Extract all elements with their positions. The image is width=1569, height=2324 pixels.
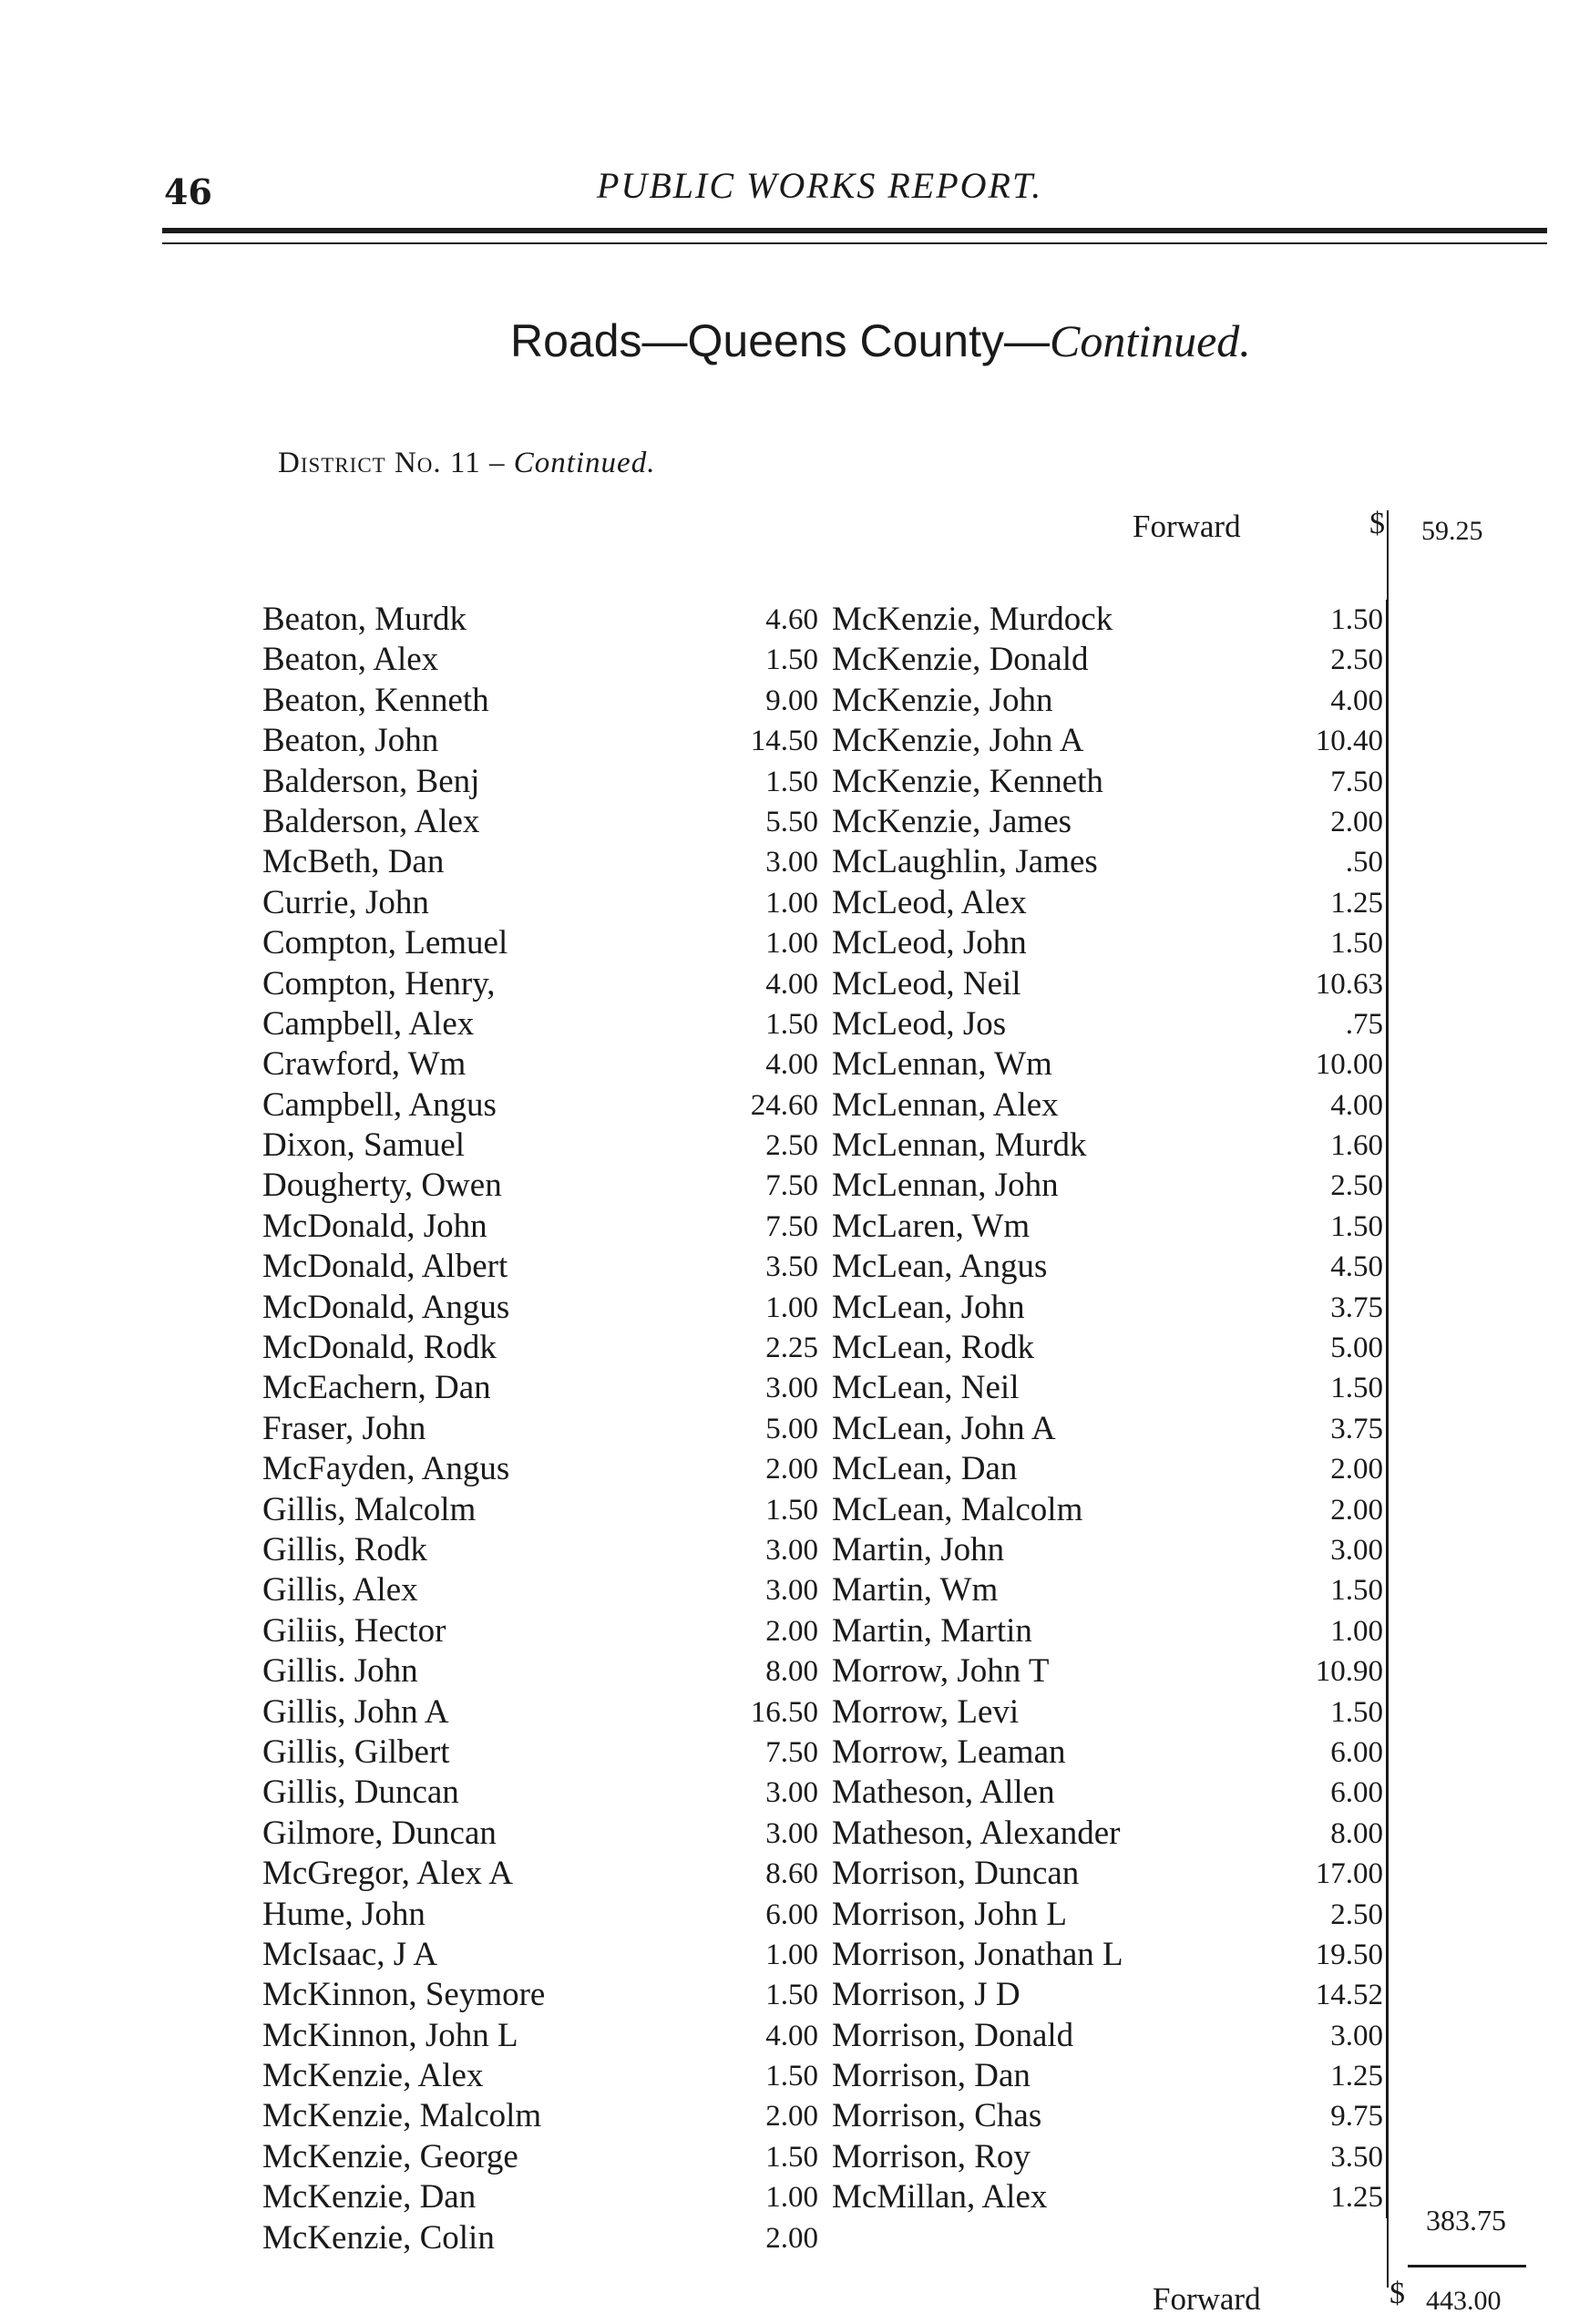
ledger-amount: .50	[1345, 846, 1383, 879]
ledger-name: Currie, John	[262, 883, 429, 921]
ledger-row	[832, 1773, 1388, 1813]
ledger-row	[832, 2056, 1388, 2096]
ledger-row	[262, 802, 918, 842]
ledger-amount: 1.50	[765, 1979, 818, 2012]
ledger-row	[262, 1044, 918, 1085]
ledger-amount: 14.50	[750, 725, 818, 758]
ledger-amount: 1.50	[1330, 1372, 1383, 1405]
ledger-name: McKinnon, John L	[262, 2016, 518, 2054]
ledger-name: Crawford, Wm	[262, 1045, 467, 1084]
ledger-row	[262, 1935, 918, 1975]
forward-bottom-dollar-sign: $	[1390, 2277, 1405, 2310]
ledger-name: McDonald, Albert	[262, 1248, 508, 1286]
ledger-amount: 3.00	[765, 1533, 818, 1567]
ledger-row	[262, 1126, 918, 1166]
ledger-name: McLeod, Neil	[832, 964, 1021, 1003]
ledger-name: McKenzie, Dan	[262, 2178, 477, 2216]
ledger-amount: 3.50	[765, 1250, 818, 1284]
ledger-amount: 2.00	[765, 2221, 818, 2255]
ledger-name: Martin, Wm	[832, 1571, 999, 1609]
district-label: District No.	[278, 447, 442, 479]
section-title-main: Roads—Queens County—	[510, 315, 1050, 366]
ledger-name: Morrison, Donald	[832, 2016, 1074, 2054]
ledger-row	[262, 1368, 918, 1408]
ledger-amount: 2.50	[1330, 643, 1383, 677]
ledger-row	[262, 1814, 918, 1854]
ledger-amount: 10.90	[1315, 1655, 1383, 1689]
ledger-name: Morrow, John T	[832, 1652, 1050, 1691]
ledger-name: Hume, John	[262, 1895, 426, 1933]
ledger-amount: 3.00	[765, 1816, 818, 1850]
ledger-name: McLean, Malcolm	[832, 1490, 1083, 1528]
ledger-row	[832, 1570, 1388, 1610]
ledger-name: McLean, John	[832, 1288, 1025, 1326]
ledger-row	[262, 600, 918, 640]
ledger-row	[832, 1611, 1388, 1651]
forward-top-label: Forward	[1133, 509, 1241, 544]
ledger-amount: 4.00	[1330, 1088, 1383, 1122]
forward-bottom-amount: 443.00	[1426, 2286, 1502, 2316]
ledger-name: McKenzie, John A	[832, 722, 1084, 760]
ledger-name: Matheson, Alexander	[832, 1814, 1121, 1852]
ledger-amount: 4.00	[765, 2019, 818, 2052]
ledger-row	[832, 923, 1388, 963]
section-title-continued: Continued.	[1049, 315, 1251, 366]
ledger-name: McLeod, Alex	[832, 883, 1027, 921]
ledger-amount: 1.50	[765, 2060, 818, 2093]
ledger-amount: 8.00	[765, 1655, 818, 1689]
ledger-amount: 7.50	[765, 1735, 818, 1769]
ledger-name: Balderson, Benj	[262, 762, 480, 800]
ledger-name: Fraser, John	[262, 1409, 426, 1447]
ledger-amount: 10.63	[1315, 967, 1383, 1001]
ledger-name: McBeth, Dan	[262, 843, 445, 881]
ledger-amount: 1.00	[765, 927, 818, 961]
ledger-amount: 3.00	[765, 1372, 818, 1405]
ledger-row	[832, 1651, 1388, 1692]
ledger-row	[832, 1733, 1388, 1773]
ledger-name: Gillis, Malcolm	[262, 1490, 477, 1528]
ledger-row	[262, 762, 918, 802]
ledger-row	[262, 681, 918, 721]
forward-top-dollar-sign: $	[1369, 507, 1385, 540]
ledger-name: McKenzie, Colin	[262, 2218, 495, 2257]
ledger-amount: 1.60	[1330, 1129, 1383, 1163]
ledger-amount: 1.00	[765, 1938, 818, 1971]
section-title	[510, 314, 1251, 367]
ledger-amount: 7.50	[765, 1169, 818, 1203]
ledger-amount: 1.00	[1330, 1614, 1383, 1648]
ledger-name: McLennan, Alex	[832, 1085, 1059, 1124]
subtotal-amount: 383.75	[1426, 2204, 1506, 2237]
ledger-amount: 6.00	[765, 1897, 818, 1931]
ledger-row	[832, 2016, 1388, 2056]
ledger-name: McKenzie, George	[262, 2137, 518, 2175]
ledger-name: McFayden, Angus	[262, 1450, 510, 1488]
ledger-name: Campbell, Alex	[262, 1004, 475, 1043]
ledger-name: McLaughlin, James	[832, 843, 1098, 881]
ledger-row	[832, 1449, 1388, 1489]
ledger-row	[832, 1975, 1388, 2015]
ledger-row	[262, 1328, 918, 1368]
right-column-list	[832, 600, 1388, 2218]
ledger-row	[262, 1651, 918, 1692]
ledger-amount: 2.00	[765, 2100, 818, 2134]
ledger-name: Balderson, Alex	[262, 802, 480, 840]
ledger-amount: 3.00	[765, 846, 818, 879]
ledger-amount: 3.50	[1330, 2140, 1383, 2174]
ledger-name: McDonald, John	[262, 1207, 487, 1245]
ledger-row	[832, 1692, 1388, 1733]
ledger-name: Giliis, Hector	[262, 1611, 446, 1650]
ledger-name: Gilmore, Duncan	[262, 1814, 497, 1852]
ledger-amount: 1.00	[765, 886, 818, 920]
ledger-name: McLennan, John	[832, 1167, 1059, 1205]
ledger-name: Gillis, Gilbert	[262, 1733, 450, 1771]
ledger-name: Compton, Henry,	[262, 964, 496, 1003]
ledger-amount: 8.00	[1330, 1816, 1383, 1850]
ledger-name: Morrison, Chas	[832, 2097, 1042, 2135]
ledger-name: Gillis, John A	[262, 1692, 449, 1731]
ledger-amount: 19.50	[1315, 1938, 1383, 1971]
ledger-name: Dixon, Samuel	[262, 1126, 465, 1165]
ledger-row	[262, 1409, 918, 1449]
ledger-row	[262, 1207, 918, 1247]
ledger-row	[832, 600, 1388, 640]
ledger-row	[832, 1854, 1388, 1894]
ledger-amount: 2.00	[1330, 1453, 1383, 1486]
ledger-name: Morrow, Leaman	[832, 1733, 1066, 1771]
ledger-row	[832, 1895, 1388, 1935]
ledger-amount: 6.00	[1330, 1776, 1383, 1810]
ledger-amount: 17.00	[1315, 1857, 1383, 1891]
ledger-row	[262, 2177, 918, 2217]
ledger-row	[262, 2137, 918, 2177]
running-head: PUBLIC WORKS REPORT.	[597, 165, 1043, 206]
ledger-amount: 1.00	[765, 2181, 818, 2215]
ledger-row	[262, 842, 918, 882]
ledger-row	[262, 1247, 918, 1287]
forward-top-amount: 59.25	[1421, 516, 1483, 546]
ledger-amount: 3.75	[1330, 1291, 1383, 1324]
district-separator: –	[480, 447, 514, 479]
ledger-name: McLean, John A	[832, 1409, 1056, 1447]
ledger-name: Gillis, Duncan	[262, 1774, 459, 1812]
ledger-row	[262, 1449, 918, 1489]
ledger-amount: 10.00	[1315, 1048, 1383, 1082]
ledger-name: McLean, Neil	[832, 1369, 1020, 1407]
ledger-name: McEachern, Dan	[262, 1369, 491, 1407]
ledger-name: Compton, Lemuel	[262, 924, 508, 962]
ledger-row	[262, 2056, 918, 2096]
ledger-amount: 10.40	[1315, 725, 1383, 758]
ledger-name: Morrison, Roy	[832, 2137, 1031, 2175]
ledger-name: McLean, Dan	[832, 1450, 1018, 1488]
ledger-name: Gillis. John	[262, 1652, 418, 1691]
ledger-amount: 1.50	[765, 1007, 818, 1041]
ledger-name: Morrison, John L	[832, 1895, 1067, 1933]
district-continued: Continued.	[513, 447, 656, 479]
ledger-name: McLean, Rodk	[832, 1329, 1034, 1367]
ledger-amount: 1.50	[765, 2140, 818, 2174]
subtotal-rule	[1408, 2265, 1526, 2267]
ledger-row	[262, 1570, 918, 1610]
ledger-name: Beaton, Alex	[262, 641, 439, 679]
ledger-amount: 8.60	[765, 1857, 818, 1891]
ledger-name: McKenzie, Malcolm	[262, 2097, 542, 2135]
ledger-name: Morrison, J D	[832, 1976, 1020, 2014]
ledger-amount: 4.00	[765, 967, 818, 1001]
ledger-name: McDonald, Rodk	[262, 1329, 497, 1367]
ledger-amount: 1.50	[1330, 1209, 1383, 1243]
ledger-row	[262, 1530, 918, 1570]
ledger-amount: 2.00	[765, 1614, 818, 1648]
ledger-amount: 7.50	[1330, 765, 1383, 798]
ledger-row	[832, 1490, 1388, 1530]
ledger-row	[832, 1288, 1388, 1328]
ledger-row	[262, 1611, 918, 1651]
ledger-row	[832, 1368, 1388, 1408]
ledger-name: McLeod, Jos	[832, 1004, 1007, 1043]
ledger-amount: 5.00	[1330, 1332, 1383, 1365]
ledger-row	[262, 1692, 918, 1733]
ledger-amount: 1.25	[1330, 2060, 1383, 2093]
ledger-name: Beaton, Murdk	[262, 601, 467, 638]
ledger-amount: 4.00	[765, 1048, 818, 1082]
ledger-amount: 24.60	[750, 1088, 818, 1122]
ledger-name: Gillis, Alex	[262, 1571, 418, 1609]
ledger-name: McKenzie, Murdock	[832, 601, 1113, 638]
ledger-amount: 5.50	[765, 805, 818, 838]
ledger-row	[262, 1288, 918, 1328]
ledger-row	[262, 1854, 918, 1894]
ledger-row	[262, 1085, 918, 1126]
ledger-name: Dougherty, Owen	[262, 1167, 502, 1205]
ledger-name: McDonald, Angus	[262, 1288, 510, 1326]
ledger-row	[262, 1166, 918, 1206]
ledger-amount: 7.50	[765, 1209, 818, 1243]
ledger-amount: 4.50	[1330, 1250, 1383, 1284]
district-number: 11	[449, 447, 481, 479]
ledger-name: McKenzie, Donald	[832, 641, 1089, 679]
ledger-name: McKenzie, Kenneth	[832, 762, 1103, 800]
ledger-row	[832, 721, 1388, 761]
ledger-amount: 1.50	[1330, 927, 1383, 961]
ledger-name: Morrison, Duncan	[832, 1855, 1080, 1893]
ledger-amount: 2.25	[765, 1332, 818, 1365]
ledger-row	[262, 1004, 918, 1044]
ledger-row	[262, 721, 918, 761]
ledger-row	[832, 842, 1388, 882]
header-rule-thin	[162, 242, 1547, 244]
ledger-name: McLeod, John	[832, 924, 1027, 962]
ledger-name: McKenzie, John	[832, 681, 1053, 719]
ledger-amount: 2.00	[1330, 805, 1383, 838]
ledger-name: McKenzie, Alex	[262, 2057, 484, 2095]
ledger-amount: 3.00	[765, 1574, 818, 1608]
ledger-row	[262, 2016, 918, 2056]
ledger-name: McLean, Angus	[832, 1248, 1048, 1286]
ledger-amount: 4.00	[1330, 684, 1383, 717]
ledger-row	[832, 1126, 1388, 1166]
ledger-row	[262, 1895, 918, 1935]
ledger-row	[832, 1044, 1388, 1085]
ledger-name: Morrow, Levi	[832, 1692, 1020, 1731]
header-rule-thick	[162, 228, 1547, 233]
ledger-name: Beaton, John	[262, 722, 439, 760]
ledger-amount: 14.52	[1315, 1979, 1383, 2012]
ledger-row	[832, 1814, 1388, 1854]
ledger-row	[262, 1490, 918, 1530]
ledger-amount: 1.50	[765, 1493, 818, 1527]
ledger-amount: 9.75	[1330, 2100, 1383, 2134]
ledger-name: McGregor, Alex A	[262, 1855, 513, 1893]
ledger-amount: 2.50	[1330, 1897, 1383, 1931]
ledger-row	[832, 1207, 1388, 1247]
ledger-name: McLennan, Murdk	[832, 1126, 1087, 1165]
ledger-row	[832, 2137, 1388, 2177]
ledger-row	[262, 1733, 918, 1773]
ledger-name: Beaton, Kenneth	[262, 681, 489, 719]
ledger-amount: 16.50	[750, 1695, 818, 1729]
ledger-name: Morrison, Jonathan L	[832, 1935, 1123, 1973]
ledger-amount: 2.50	[1330, 1169, 1383, 1203]
ledger-amount: 1.50	[765, 643, 818, 677]
ledger-amount: .75	[1345, 1007, 1383, 1041]
ledger-row	[832, 1085, 1388, 1126]
ledger-row	[832, 681, 1388, 721]
ledger-amount: 1.00	[765, 1291, 818, 1324]
ledger-row	[262, 923, 918, 963]
ledger-amount: 3.00	[765, 1776, 818, 1810]
ledger-name: Campbell, Angus	[262, 1085, 497, 1124]
ledger-amount: 2.00	[1330, 1493, 1383, 1527]
ledger-name: Gillis, Rodk	[262, 1530, 427, 1568]
ledger-row	[832, 1247, 1388, 1287]
ledger-row	[832, 762, 1388, 802]
ledger-row	[832, 2177, 1388, 2217]
ledger-amount: 6.00	[1330, 1735, 1383, 1769]
ledger-amount: 1.50	[1330, 1574, 1383, 1608]
ledger-amount: 2.00	[765, 1453, 818, 1486]
ledger-name: McKenzie, James	[832, 802, 1072, 840]
ledger-amount: 1.25	[1330, 2181, 1383, 2215]
ledger-name: McLennan, Wm	[832, 1045, 1052, 1084]
ledger-row	[832, 1530, 1388, 1570]
ledger-amount: 9.00	[765, 684, 818, 717]
ledger-amount: 3.00	[1330, 2019, 1383, 2052]
ledger-name: Martin, Martin	[832, 1611, 1032, 1650]
ledger-name: Matheson, Allen	[832, 1774, 1055, 1812]
page-number: 46	[164, 171, 212, 212]
ledger-amount: 1.25	[1330, 886, 1383, 920]
ledger-row	[832, 1166, 1388, 1206]
ledger-amount: 1.50	[1330, 603, 1383, 636]
ledger-amount: 4.60	[765, 603, 818, 636]
ledger-amount: 1.50	[1330, 1695, 1383, 1729]
ledger-row	[262, 964, 918, 1004]
ledger-row	[832, 640, 1388, 680]
ledger-row	[832, 1328, 1388, 1368]
ledger-row	[262, 2096, 918, 2136]
ledger-row	[262, 640, 918, 680]
ledger-name: McKinnon, Seymore	[262, 1976, 546, 2014]
ledger-row	[832, 802, 1388, 842]
ledger-row	[262, 2218, 918, 2258]
ledger-row	[262, 883, 918, 923]
ledger-row	[832, 883, 1388, 923]
ledger-amount: 3.00	[1330, 1533, 1383, 1567]
ledger-name: Morrison, Dan	[832, 2057, 1031, 2095]
ledger-row	[832, 1935, 1388, 1975]
ledger-amount: 5.00	[765, 1412, 818, 1445]
ledger-amount: 1.50	[765, 765, 818, 798]
ledger-row	[832, 1004, 1388, 1044]
ledger-name: McIsaac, J A	[262, 1935, 438, 1973]
forward-bottom-label: Forward	[1153, 2281, 1261, 2317]
ledger-row	[262, 1975, 918, 2015]
ledger-row	[832, 1409, 1388, 1449]
ledger-amount: 2.50	[765, 1129, 818, 1163]
ledger-row	[262, 1773, 918, 1813]
ledger-row	[832, 2096, 1388, 2136]
ledger-name: McMillan, Alex	[832, 2178, 1048, 2216]
ledger-name: Martin, John	[832, 1530, 1005, 1568]
left-column-list	[262, 600, 918, 2258]
ledger-name: McLaren, Wm	[832, 1207, 1031, 1245]
ledger-row	[832, 964, 1388, 1004]
district-heading	[278, 447, 655, 480]
ledger-amount: 3.75	[1330, 1412, 1383, 1445]
